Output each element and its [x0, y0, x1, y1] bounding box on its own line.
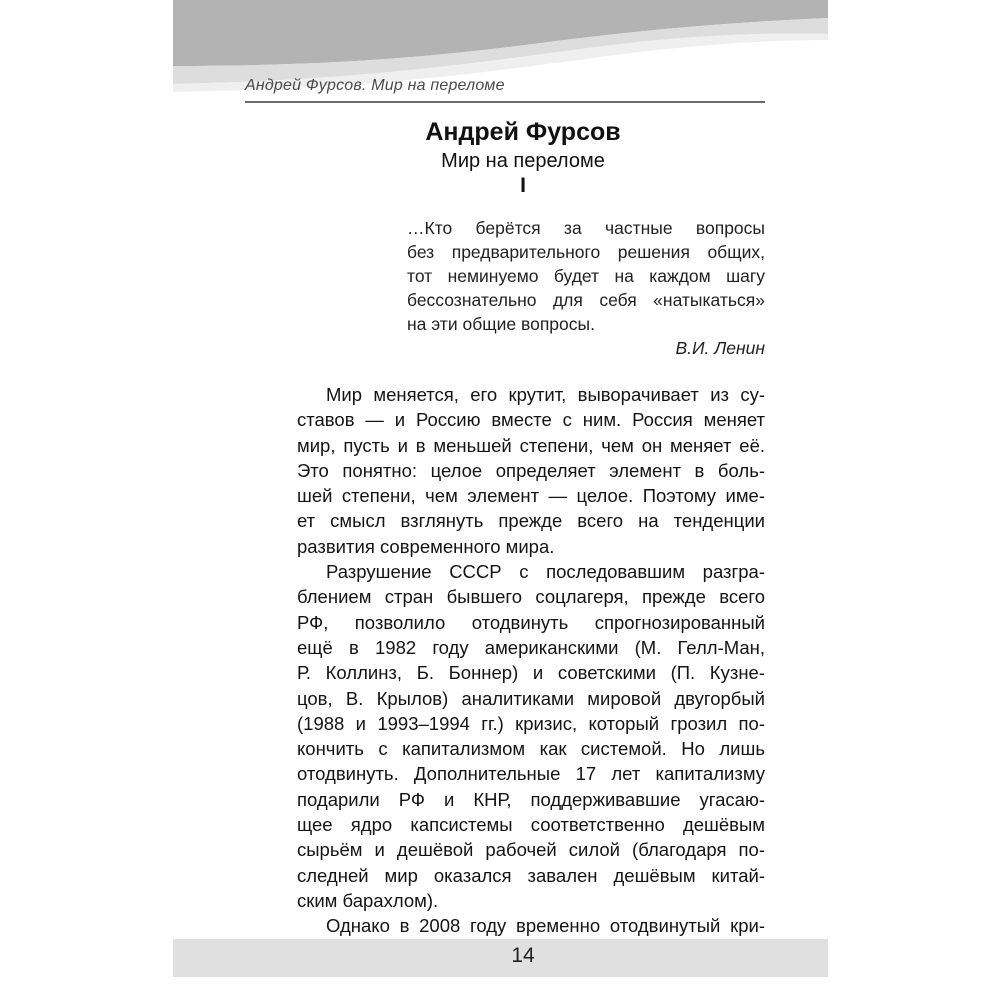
text-line: ским барахлом).	[297, 889, 439, 911]
text-line: Однако в 2008 году временно отодвинутый кри-	[326, 915, 765, 937]
running-head: Андрей Фурсов. Мир на переломе	[245, 77, 505, 94]
footer-band	[173, 939, 828, 977]
text-line: Р. Коллинз, Б. Боннер) и советскими (П. Кузне-	[297, 662, 765, 684]
text-line: ет смысл взглянуть прежде всего на тенденции	[297, 510, 765, 532]
text-line: Разрушение СССР с последовавшим разгра-	[326, 561, 765, 583]
header-rule	[245, 101, 765, 103]
text-line: цов, В. Крылов) аналитиками мировой двугорбый	[297, 687, 765, 709]
epigraph-line: …Кто берётся за частные вопросы	[407, 218, 765, 238]
author-title: Андрей Фурсов	[425, 118, 621, 146]
body-text	[297, 382, 765, 939]
text-line: развития современного мира.	[297, 535, 555, 557]
epigraph-author: В.И. Ленин	[675, 338, 765, 358]
text-line: Мир меняется, его крутит, выворачивает из су-	[326, 384, 765, 405]
text-line: ставов — и Россию вместе с ним. Россия меняет	[297, 409, 765, 431]
text-line: блением стран бывшего соцлагеря, прежде всего	[297, 586, 765, 608]
epigraph	[407, 216, 765, 360]
text-line: ещё в 1982 году американскими (М. Гелл-Ман,	[297, 636, 765, 658]
text-line: РФ, позволило отодвинуть спрогнозированный	[297, 611, 765, 633]
chapter-title-block	[173, 117, 873, 198]
text-line: кончить с капитализмом как системой. Но лишь	[297, 738, 765, 760]
epigraph-line: на эти общие вопросы.	[407, 314, 595, 334]
page-number: 14	[511, 944, 535, 967]
text-line: шей степени, чем элемент — целое. Поэтому име-	[297, 485, 765, 507]
book-page	[173, 0, 828, 1000]
text-line: щее ядро капсистемы соответственно дешёвым	[297, 814, 765, 836]
text-line: сырьём и дешёвой рабочей силой (благодаря по-	[297, 839, 765, 861]
epigraph-line: бессознательно для себя «натыкаться»	[407, 290, 765, 310]
epigraph-line: без предварительного решения общих,	[407, 242, 765, 262]
work-title: Мир на переломе	[441, 150, 605, 172]
text-line: мир, пусть и в меньшей степени, чем он меняет её.	[297, 434, 765, 456]
epigraph-line: тот неминуемо будет на каждом шагу	[407, 266, 765, 286]
text-line: Это понятно: целое определяет элемент в боль-	[297, 459, 765, 481]
text-line: отодвинуть. Дополнительные 17 лет капитализму	[297, 763, 765, 785]
text-line: подарили РФ и КНР, поддерживавшие угасаю-	[297, 788, 765, 810]
text-line: следней мир оказался завален дешёвым китай-	[297, 864, 765, 886]
text-line: (1988 и 1993–1994 гг.) кризис, который грозил по-	[297, 712, 765, 734]
part-number: I	[520, 174, 526, 197]
